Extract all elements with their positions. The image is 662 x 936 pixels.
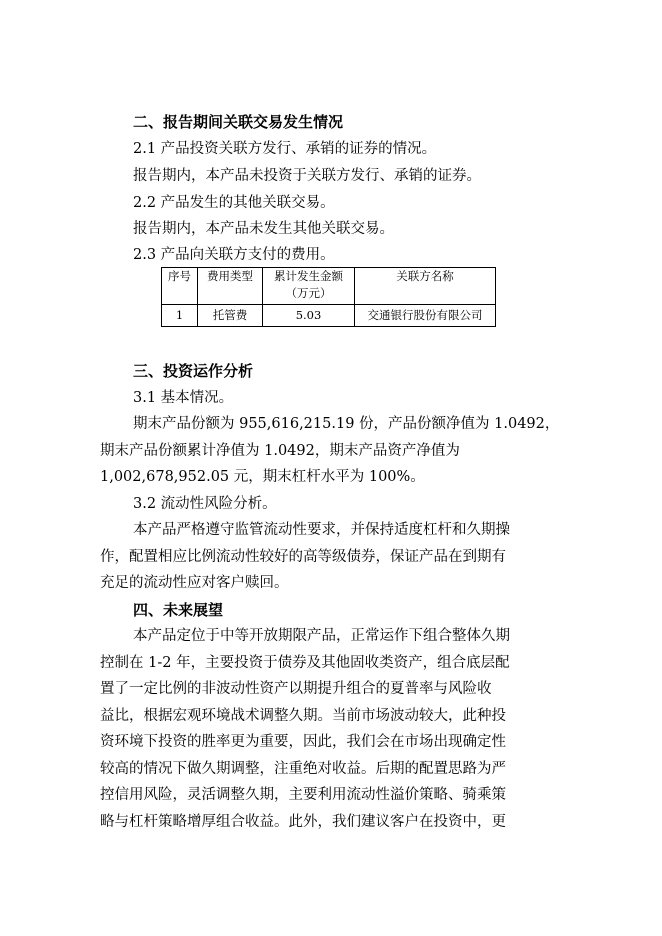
paragraph-line: 本产品定位于中等开放期限产品，正常运作下组合整体久期 [133,628,510,644]
header-fee-type: 费用类型 [198,268,263,305]
paragraph-line: 略与杠杆策略增厚组合收益。此外，我们建议客户在投资中，更 [100,814,506,830]
section-2-1-text: 报告期内，本产品未投资于关联方发行、承销的证券。 [133,168,481,184]
section-3-2-title: 3.2 流动性风险分析。 [133,496,277,512]
header-amount-line2: （万元） [285,286,332,300]
section-4-heading: 四、未来展望 [133,601,224,619]
fee-table-header-row [162,268,496,305]
section-2-3-title: 2.3 产品向关联方支付的费用。 [133,247,335,263]
paragraph-line: 资环境下投资的胜率更为重要，因此，我们会在市场出现确定性 [100,734,506,750]
section-2-heading: 二、报告期间关联交易发生情况 [133,113,344,131]
header-amount-line1: 累计发生金额 [274,269,343,283]
paragraph-line: 期末产品份额为 955,616,215.19 份，产品份额净值为 1.0492， [133,416,560,432]
section-3-1-title: 3.1 基本情况。 [133,390,234,406]
paragraph-line: 控制在 1-2 年，主要投资于债券及其他固收类资产，组合底层配 [100,655,510,671]
paragraph-line: 本产品严格遵守监管流动性要求，并保持适度杠杆和久期操 [133,522,510,538]
paragraph-line: 较高的情况下做久期调整，注重绝对收益。后期的配置思路为严 [100,761,506,777]
header-no: 序号 [162,268,198,305]
section-3-heading: 三、投资运作分析 [133,362,254,380]
cell-related-party: 交通银行股份有限公司 [355,305,496,327]
cell-no: 1 [162,305,198,327]
paragraph-line: 期末产品份额累计净值为 1.0492，期末产品资产净值为 [100,443,460,459]
table-row [162,305,496,327]
paragraph-line: 充足的流动性应对客户赎回。 [100,575,289,591]
header-related-party: 关联方名称 [355,268,496,305]
section-2-2-title: 2.2 产品发生的其他关联交易。 [133,195,335,211]
fee-table [161,267,496,327]
section-2-1-title: 2.1 产品投资关联方发行、承销的证券的情况。 [133,141,437,157]
paragraph-line: 1,002,678,952.05 元，期末杠杆水平为 100%。 [100,469,425,485]
cell-fee-type: 托管费 [198,305,263,327]
paragraph-line: 作，配置相应比例流动性较好的高等级债券，保证产品在到期有 [100,549,506,565]
paragraph-line: 益比，根据宏观环境战术调整久期。当前市场波动较大，此种投 [100,708,506,724]
header-amount [263,268,355,305]
section-2-2-text: 报告期内，本产品未发生其他关联交易。 [133,221,394,237]
paragraph-line: 控信用风险，灵活调整久期，主要利用流动性溢价策略、骑乘策 [100,787,506,803]
paragraph-line: 置了一定比例的非波动性资产以期提升组合的夏普率与风险收 [100,681,492,697]
cell-amount: 5.03 [263,305,355,327]
